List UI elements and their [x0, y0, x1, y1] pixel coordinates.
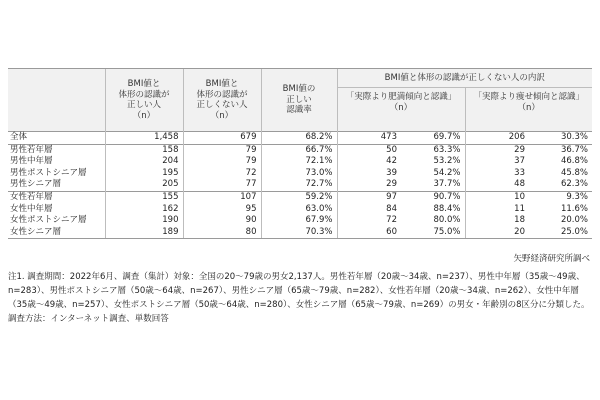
- cell-correct-n: 155: [105, 191, 183, 203]
- cell-correct-n: 195: [105, 168, 183, 180]
- cell-thin-n: 29: [465, 144, 529, 156]
- cell-thin-pct: 46.8%: [560, 156, 588, 167]
- header-incorrect: BMI値と 体形の認識が 正しくない人 （n）: [183, 69, 261, 132]
- cell-thin-pct: 45.8%: [560, 167, 588, 178]
- cell-label: 女性シニア層: [8, 227, 105, 239]
- cell-obese-pct: 80.0%: [433, 215, 461, 226]
- cell-incorrect-n: 72: [183, 168, 261, 180]
- cell-label: 女性中年層: [10, 203, 53, 214]
- cell-obese-pct: 37.7%: [433, 179, 461, 190]
- cell-label: 男性若年層: [8, 144, 105, 156]
- table-row: [8, 144, 592, 156]
- cell-thin-pct: 36.7%: [529, 144, 592, 156]
- cell-obese-n: 97: [337, 191, 401, 203]
- cell-incorrect-n: 79: [183, 144, 261, 156]
- cell-obese-n: 39: [337, 168, 401, 180]
- cell-rate: 59.2%: [261, 191, 337, 203]
- cell-incorrect-n: 80: [183, 227, 261, 239]
- table-row: [8, 204, 592, 216]
- cell-rate: 67.9%: [261, 215, 337, 227]
- cell-rate: 68.2%: [261, 132, 337, 145]
- cell-thin-n: 37: [465, 156, 529, 168]
- cell-thin-n: 206: [465, 132, 529, 145]
- table-row: [8, 191, 592, 203]
- cell-obese-n: 60: [337, 227, 401, 239]
- cell-thin-n: 33: [465, 168, 529, 180]
- cell-label: 女性若年層: [8, 191, 105, 203]
- cell-correct-n: 189: [105, 227, 183, 239]
- header-breakdown-group: BMI値と体形の認識が正しくない人の内訳: [337, 69, 592, 88]
- cell-correct-n: 158: [105, 144, 183, 156]
- cell-obese-pct: 53.2%: [433, 156, 461, 167]
- cell-rate: 72.1%: [261, 156, 337, 168]
- cell-correct-n: 162: [105, 204, 183, 216]
- cell-thin-n: 10: [465, 191, 529, 203]
- cell-obese-pct: 90.7%: [401, 191, 465, 203]
- cell-thin-pct: 20.0%: [560, 215, 588, 226]
- cell-thin-pct: 25.0%: [529, 227, 592, 239]
- cell-incorrect-n: 90: [183, 215, 261, 227]
- cell-correct-n: 205: [105, 179, 183, 191]
- cell-thin-n: 11: [465, 204, 529, 216]
- cell-label: 女性ポストシニア層: [10, 215, 87, 226]
- cell-thin-pct: 9.3%: [529, 191, 592, 203]
- cell-label: 男性シニア層: [10, 179, 62, 190]
- table-row: [8, 132, 592, 145]
- cell-obese-n: 84: [337, 204, 401, 216]
- cell-incorrect-n: 95: [183, 204, 261, 216]
- header-correct: BMI値と 体形の認識が 正しい人 （n）: [105, 69, 183, 132]
- cell-thin-pct: 11.6%: [560, 203, 588, 214]
- cell-rate: 70.3%: [261, 227, 337, 239]
- cell-rate: 72.7%: [261, 179, 337, 191]
- data-table-container: [8, 68, 592, 239]
- header-rate: BMI値の 正しい 認識率: [261, 69, 337, 132]
- cell-obese-pct: 88.4%: [433, 203, 461, 214]
- cell-correct-n: 190: [105, 215, 183, 227]
- cell-correct-n: 1,458: [105, 132, 183, 145]
- table-row: [8, 215, 592, 227]
- cell-incorrect-n: 679: [183, 132, 261, 145]
- cell-obese-pct: 63.3%: [401, 144, 465, 156]
- cell-rate: 73.0%: [261, 168, 337, 180]
- table-row: [8, 227, 592, 239]
- table-row: [8, 179, 592, 191]
- survey-table: [8, 68, 592, 239]
- cell-label: 男性ポストシニア層: [10, 167, 87, 178]
- source-credit: 矢野経済研究所調べ: [513, 254, 590, 264]
- cell-obese-n: 29: [337, 179, 401, 191]
- header-thin: 「実際より痩せ傾向と認識」 （n）: [465, 88, 592, 132]
- cell-incorrect-n: 79: [183, 156, 261, 168]
- cell-thin-n: 20: [465, 227, 529, 239]
- cell-thin-n: 18: [465, 215, 529, 227]
- cell-obese-n: 473: [337, 132, 401, 145]
- cell-correct-n: 204: [105, 156, 183, 168]
- cell-obese-pct: 69.7%: [401, 132, 465, 145]
- cell-incorrect-n: 107: [183, 191, 261, 203]
- cell-label: 男性中年層: [10, 156, 53, 167]
- table-row: [8, 156, 592, 168]
- cell-obese-n: 50: [337, 144, 401, 156]
- cell-incorrect-n: 77: [183, 179, 261, 191]
- header-blank: [8, 69, 105, 132]
- cell-thin-pct: 30.3%: [529, 132, 592, 145]
- cell-obese-n: 42: [337, 156, 401, 168]
- header-obese: 「実際より肥満傾向と認識」 （n）: [337, 88, 465, 132]
- table-row: [8, 168, 592, 180]
- cell-label: 全体: [8, 132, 105, 145]
- cell-obese-n: 72: [337, 215, 401, 227]
- cell-thin-n: 48: [465, 179, 529, 191]
- cell-rate: 66.7%: [261, 144, 337, 156]
- cell-obese-pct: 75.0%: [401, 227, 465, 239]
- cell-rate: 63.0%: [261, 204, 337, 216]
- footnote: 注1. 調査期間：2022年6月、調査（集計）対象：全国の20～79歳の男女2,137人。男性若年層（20歳～34歳、n=237）、男性中年層（35歳～49歳、n=283）、男性ポストシニア層（50歳～64歳、n=267）、男性シニア層（65歳～79歳、n=282）、女性若年層（20歳～34歳、n=262）、女性中年層（35歳～49歳、n=257）、女性ポストシニア層（50歳～64歳、n=280）、女性シニア層（65歳～79歳、n=269）の男女・年齢別の8区分に分類した。調査方法：インターネット調査、単数回答: [8, 272, 590, 324]
- cell-thin-pct: 62.3%: [560, 179, 588, 190]
- cell-obese-pct: 54.2%: [433, 167, 461, 178]
